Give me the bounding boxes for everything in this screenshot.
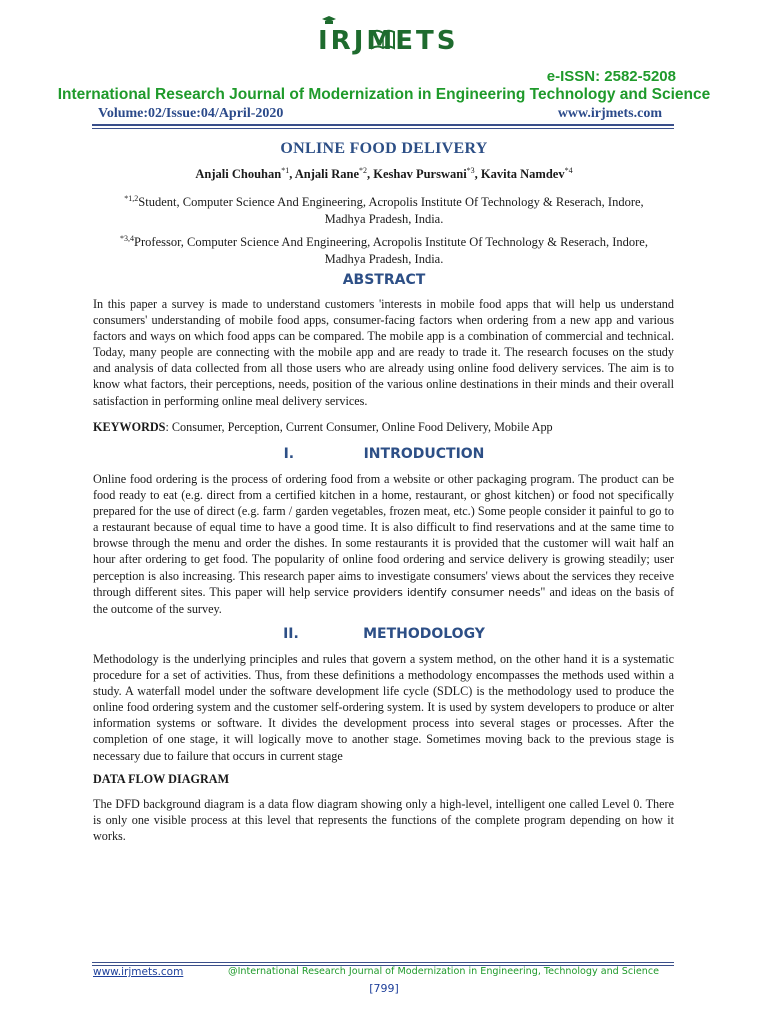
methodology-heading — [0, 626, 768, 642]
author-name: Keshav Purswani — [373, 167, 467, 182]
graduation-cap-icon — [322, 16, 336, 26]
dfd-text: The DFD background diagram is a data flow diagram showing only a high-level, intelligent one called Level 0. There is only one visible process at this level that represents the functions of the complete program depending on how it works. — [93, 797, 674, 844]
section-number: II. — [283, 626, 299, 642]
issn: e-ISSN: 2582-5208 — [546, 68, 676, 85]
keywords-text: : Consumer, Perception, Current Consumer, Online Food Delivery, Mobile App — [165, 420, 553, 434]
introduction-handwritten-text: providers identify consumer needs — [352, 585, 541, 599]
header-divider-thin — [92, 128, 674, 129]
keywords — [93, 419, 674, 435]
introduction-tail: " and ideas on the basis of the outcome of the survey. — [93, 584, 675, 616]
author-sup: *1 — [281, 166, 290, 175]
section-number: I. — [283, 446, 295, 462]
author-sup: *3 — [466, 166, 475, 175]
header-divider — [92, 124, 674, 126]
author-name: Anjali Chouhan — [195, 167, 282, 182]
journal-logo — [318, 14, 458, 58]
footer-website-link[interactable]: www.irjmets.com — [93, 966, 184, 978]
volume-info: Volume:02/Issue:04/April-2020 — [98, 106, 284, 121]
affiliation-sup: *3,4 — [120, 234, 135, 243]
section-title: INTRODUCTION — [363, 446, 485, 462]
section-title: METHODOLOGY — [363, 626, 485, 642]
abstract-heading: ABSTRACT — [342, 272, 426, 288]
keywords-label: KEYWORDS — [93, 420, 166, 434]
affiliation — [110, 230, 658, 268]
affiliation-line: Professor, Computer Science And Engineering, Acropolis Institute Of Technology & Reserach, Indore, — [134, 235, 648, 250]
affiliation-line: Student, Computer Science And Engineering, Acropolis Institute Of Technology & Reserach, Indore, — [138, 195, 644, 210]
logo-text: IRJMETS — [318, 26, 459, 56]
dfd-heading: DATA FLOW DIAGRAM — [93, 772, 230, 786]
page-number: [799] — [369, 982, 399, 995]
author-sup: *2 — [359, 166, 367, 175]
journal-title: International Research Journal of Modernization in Engineering Technology and Science — [57, 86, 711, 103]
methodology-text: Methodology is the underlying principles and rules that govern a system method, on the other hand it is a systematic procedure for a set of activities. Thus, from these definitions a methodology encompasses the methods used within a study. A waterfall model under the software development life cycle (SDLC) is the methodology used to produce the online food ordering system and the customer self-ordering system. It is used by system developers to produce or alter information systems or software. It divides the development process into several stages or processes. After the completion of one stage, it will logically move to another stage. Sometimes moving back to the previous stage is necessary due to failure that occurs in current stage — [93, 652, 674, 763]
introduction-heading — [0, 446, 768, 462]
abstract-text: In this paper a survey is made to understand customers 'interests in mobile food apps that will help us understand consumers' understanding of mobile food apps, consumer-facing factors when ordering from a new app and various factors and ways on which food apps can be compared. The mobile app is a combination of commercial and technical. Today, many people are connecting with the mobile app and are ready to trade it. The research focuses on the study and analysis of data collected from all those users who are already using online food delivery services. The aim is to know what factors, their perceptions, needs, position of the various online destinations in their minds and their overall satisfaction in performing online meal delivery services. — [93, 297, 674, 408]
affiliation-line: Madhya Pradesh, India. — [324, 252, 444, 267]
footer-divider — [92, 962, 674, 963]
author-name: Anjali Rane — [294, 167, 359, 182]
introduction-body: Online food ordering is the process of ordering food from a website or other packaging program. The product can be food ready to eat (e.g. direct from a certified kitchen in a home, restaurant, or ghost kitchen) or food not specifically prepared for the use of direct (e.g. farm / garden vegetables, frozen meat, etc.) Some people consider it painful to go to a restaurant because of equal time to have a good time. It is also difficult to find reservations and at the same time to browse through the menu and order the dishes. In some restaurants it is provided that the customer will wait half an hour after ordering to get food. The popularity of online food ordering and service delivery is growing steadily; user perception is also increasing. This research paper aims to investigate consumers' views about the services they receive through different sites. This paper will help service — [93, 472, 674, 599]
author-sup: *4 — [564, 166, 573, 175]
header-website[interactable]: www.irjmets.com — [557, 106, 662, 121]
affiliation-line: Madhya Pradesh, India. — [324, 212, 444, 227]
author-list: Anjali Chouhan$^{*1}$, Anjali Rane$^{*2}$, Keshav Purswani$^{*3}$, Kavita Namdev$^{*4}$ — [195, 166, 573, 182]
author-name: Kavita Namdev — [480, 167, 565, 182]
affiliation-sup: *1,2 — [124, 194, 139, 203]
paper-title: ONLINE FOOD DELIVERY — [280, 140, 488, 157]
introduction-text — [93, 471, 674, 617]
footer-copyright: @International Research Journal of Modernization in Engineering, Technology and Science — [228, 966, 659, 977]
affiliation — [110, 190, 658, 228]
